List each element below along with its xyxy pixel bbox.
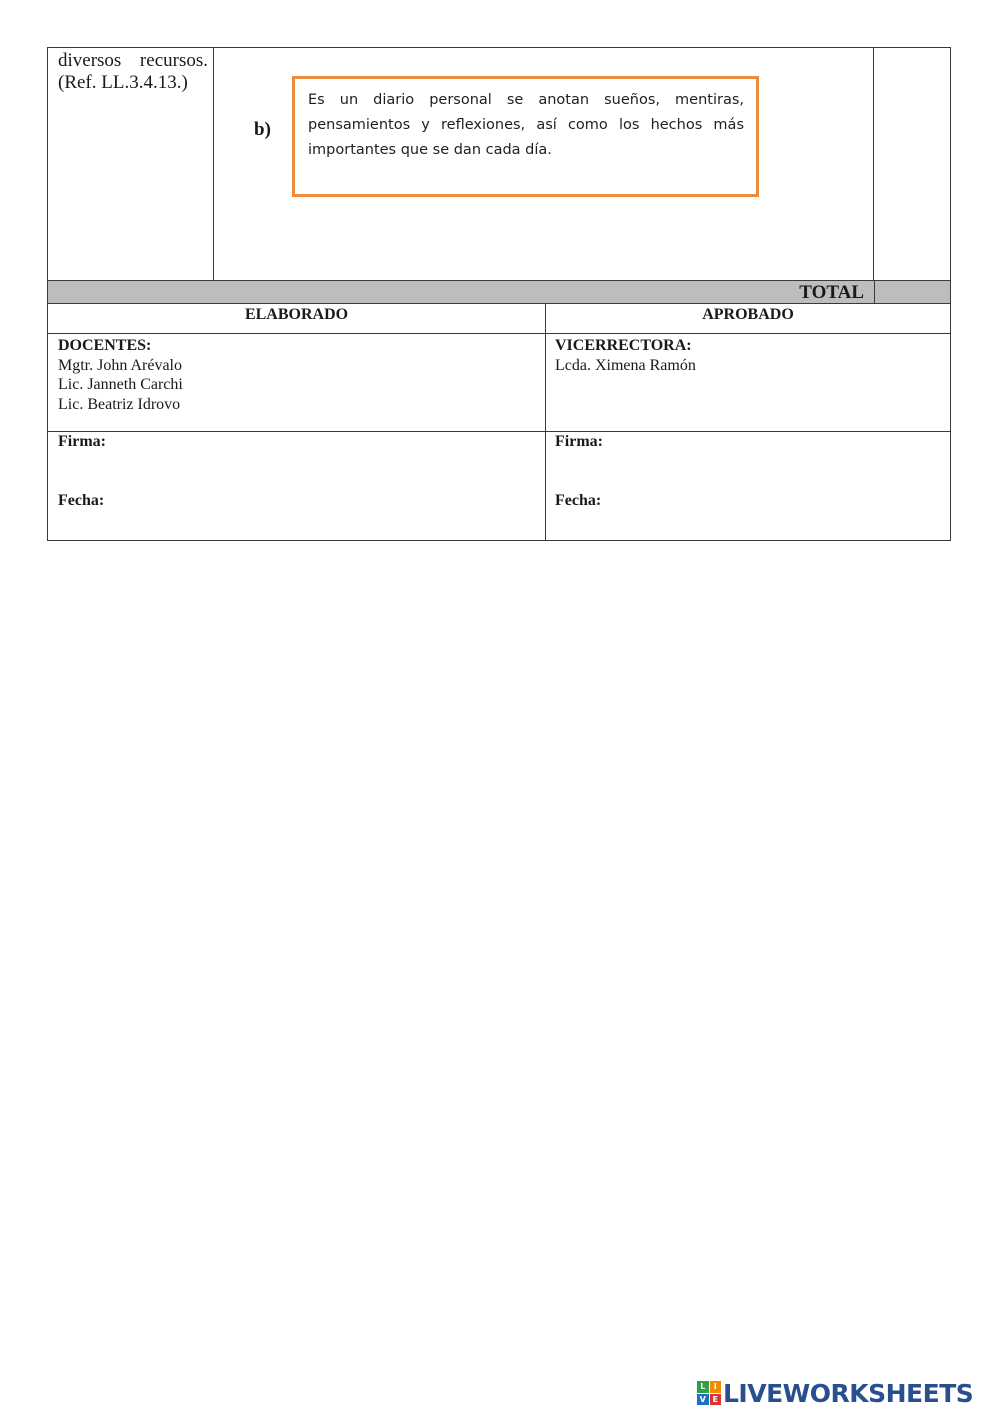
logo-letter: L: [697, 1381, 709, 1393]
liveworksheets-logo-icon: [697, 1381, 721, 1405]
row-divider: [48, 333, 950, 334]
approval-table: [47, 304, 951, 541]
docente-name: Lic. Beatriz Idrovo: [58, 395, 181, 413]
evaluation-table: [47, 47, 951, 304]
logo-letter: E: [710, 1394, 722, 1406]
row-divider: [48, 431, 950, 432]
total-label: TOTAL: [799, 282, 864, 303]
firma-label-aprobado: Firma:: [555, 433, 603, 450]
vicerrectora-block: [555, 336, 696, 375]
fecha-label-elaborado: Fecha:: [58, 492, 105, 509]
column-divider: [545, 304, 546, 540]
option-letter: b): [254, 119, 271, 140]
docentes-block: [58, 336, 183, 414]
brand-name: LIVEWORKSHEETS: [723, 1378, 974, 1408]
docente-name: Mgtr. John Arévalo: [58, 356, 182, 374]
aprobado-header: APROBADO: [702, 306, 794, 323]
answer-textbox[interactable]: [292, 76, 759, 197]
elaborado-header: ELABORADO: [244, 306, 349, 323]
docente-name: Lic. Janneth Carchi: [58, 376, 183, 393]
fecha-label-aprobado: Fecha:: [555, 492, 602, 509]
total-row: [48, 280, 950, 303]
score-cell: [874, 48, 950, 280]
logo-letter: V: [697, 1394, 709, 1406]
vicerrectora-name: Lcda. Ximena Ramón: [555, 356, 696, 374]
reference-cell: [48, 48, 214, 280]
answer-text: Es un diario personal se anotan sueños, mentiras, pensamientos y reflexiones, así como los hechos más importantes que se dan cada día.: [308, 92, 744, 158]
liveworksheets-brand: [697, 1378, 973, 1408]
docentes-label: DOCENTES:: [58, 337, 152, 354]
reference-text: diversos recursos. (Ref. LL.3.4.13.): [58, 50, 208, 93]
answer-cell: [214, 48, 874, 280]
firma-label-elaborado: Firma:: [58, 433, 106, 450]
vicerrectora-label: VICERRECTORA:: [555, 337, 692, 354]
logo-letter: I: [710, 1381, 722, 1393]
total-score-cell: [874, 281, 950, 303]
